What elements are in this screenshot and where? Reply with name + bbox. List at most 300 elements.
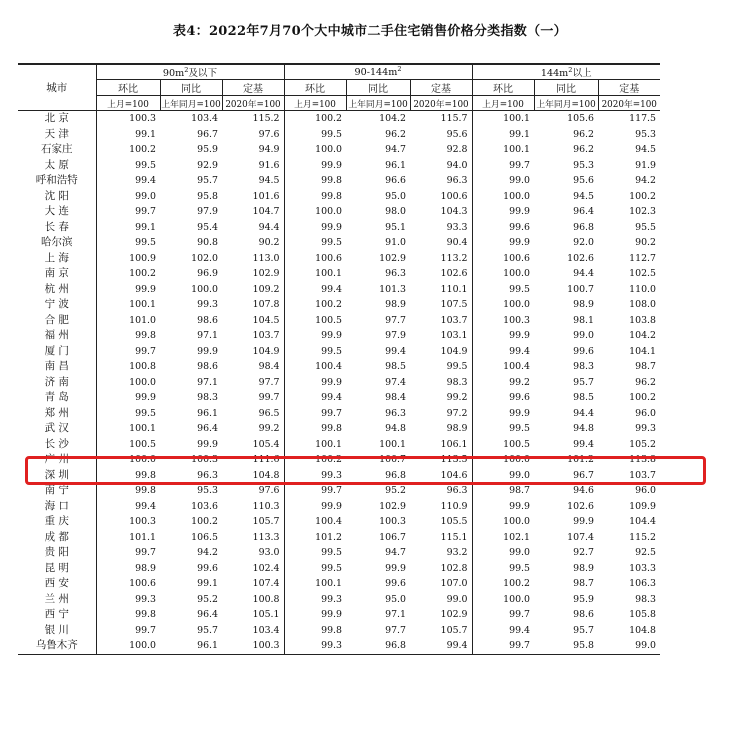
value-cell: 99.4 [321,283,342,295]
value-cell: 96.8 [346,638,410,654]
value-cell: 101.3 [379,283,406,295]
table-row [18,158,660,174]
table-row [18,266,660,282]
value-cell: 103.7 [222,328,284,344]
value-cell: 92.8 [410,142,472,158]
value-cell: 99.9 [509,407,530,419]
table-row [18,313,660,329]
value-cell: 107.5 [410,297,472,313]
value-cell: 99.7 [509,609,530,620]
table-row [18,638,660,654]
table-row [18,127,660,143]
city-cell: 南 京 [18,266,96,282]
value-cell: 100.2 [191,516,218,527]
value-cell: 98.3 [635,593,656,605]
value-cell: 94.4 [573,268,594,279]
value-cell: 96.8 [573,221,594,233]
header-row-bases [18,96,660,111]
value-cell: 99.0 [410,592,472,608]
value-cell: 99.5 [509,423,530,434]
subcol-header: 同比 [346,80,410,96]
table-row [18,282,660,298]
value-cell: 100.1 [129,299,156,310]
value-cell: 101.1 [129,531,156,543]
table-row [18,344,660,360]
table-row [18,111,660,127]
value-cell: 107.4 [567,531,594,543]
value-cell: 100.7 [567,283,594,295]
table-row [18,623,660,639]
value-cell: 100.5 [503,438,530,450]
value-cell: 96.2 [385,128,406,140]
city-cell: 贵 阳 [18,545,96,561]
city-cell: 天 津 [18,127,96,143]
table-row [18,514,660,530]
value-cell: 95.2 [385,485,406,496]
value-cell: 102.9 [222,266,284,282]
value-cell: 113.5 [410,452,472,468]
city-column-header: 城市 [18,64,96,111]
value-cell: 95.7 [197,175,218,186]
value-cell: 95.2 [197,593,218,605]
value-cell: 98.3 [410,375,472,391]
value-cell: 93.3 [410,220,472,236]
value-cell: 96.1 [197,407,218,419]
value-cell: 99.8 [135,485,156,496]
value-cell: 94.0 [410,158,472,174]
city-cell: 太 原 [18,158,96,174]
value-cell: 103.7 [410,313,472,329]
value-cell: 99.9 [509,237,530,248]
value-cell: 99.7 [222,390,284,406]
value-cell: 100.2 [503,578,530,589]
city-cell: 南 昌 [18,359,96,375]
city-cell: 郑 州 [18,406,96,422]
value-cell: 100.5 [315,314,342,326]
value-cell: 98.9 [135,562,156,574]
value-cell: 100.6 [315,252,342,264]
value-cell: 99.7 [509,159,530,171]
value-cell: 99.4 [410,638,472,654]
value-cell: 97.7 [385,314,406,326]
table-row [18,251,660,267]
value-cell: 92.5 [635,547,656,558]
value-cell: 104.8 [629,624,656,636]
value-cell: 100.3 [129,516,156,527]
value-cell: 99.1 [197,578,218,589]
value-cell: 113.8 [629,454,656,465]
base-header: 上月=100 [96,96,160,111]
city-cell: 西 安 [18,576,96,592]
value-cell: 99.5 [135,237,156,248]
value-cell: 94.2 [197,547,218,558]
value-cell: 99.5 [321,547,342,558]
city-cell: 长 春 [18,220,96,236]
city-cell: 重 庆 [18,514,96,530]
value-cell: 99.1 [135,221,156,233]
value-cell: 95.3 [573,159,594,171]
value-cell: 95.9 [197,144,218,155]
subcol-header: 环比 [284,80,346,96]
value-cell: 94.5 [573,190,594,202]
value-cell: 102.8 [410,561,472,577]
city-cell: 哈尔滨 [18,235,96,251]
value-cell: 100.1 [315,578,342,589]
value-cell: 99.7 [321,407,342,419]
value-cell: 95.8 [197,190,218,202]
value-cell: 95.0 [385,593,406,605]
value-cell: 90.2 [635,237,656,248]
value-cell: 104.3 [410,204,472,220]
value-cell: 100.0 [503,516,530,527]
value-cell: 90.4 [410,235,472,251]
value-cell: 99.8 [135,469,156,481]
value-cell: 100.5 [129,438,156,450]
value-cell: 99.9 [321,376,342,388]
value-cell: 95.6 [573,175,594,186]
value-cell: 102.0 [191,252,218,264]
value-cell: 100.1 [315,438,342,450]
base-header: 上月=100 [284,96,346,111]
value-cell: 99.9 [197,438,218,450]
value-cell: 100.2 [129,268,156,279]
value-cell: 99.9 [321,330,342,341]
value-cell: 93.2 [410,545,472,561]
value-cell: 95.7 [573,376,594,388]
value-cell: 100.7 [379,454,406,465]
value-cell: 99.9 [509,330,530,341]
value-cell: 111.6 [222,452,284,468]
value-cell: 99.5 [321,345,342,357]
city-cell: 成 都 [18,530,96,546]
table-title: 表4：2022年7月70个大中城市二手住宅销售价格分类指数（一） [173,24,567,39]
value-cell: 94.4 [573,407,594,419]
value-cell: 91.9 [635,159,656,171]
value-cell: 105.1 [222,607,284,623]
value-cell: 99.9 [573,516,594,527]
value-cell: 104.9 [410,344,472,360]
value-cell: 99.7 [135,547,156,558]
value-cell: 104.4 [629,516,656,527]
value-cell: 99.9 [321,500,342,512]
value-cell: 99.4 [509,624,530,636]
value-cell: 98.5 [385,361,406,372]
value-cell: 103.7 [629,469,656,481]
value-cell: 99.4 [135,175,156,186]
value-cell: 96.7 [197,128,218,140]
value-cell: 92.0 [573,237,594,248]
value-cell: 99.8 [321,624,342,636]
value-cell: 102.4 [222,561,284,577]
value-cell: 100.4 [315,516,342,527]
value-cell: 100.6 [129,578,156,589]
value-cell: 96.7 [573,469,594,481]
value-cell: 91.0 [385,237,406,248]
value-cell: 104.2 [629,330,656,341]
table-row [18,421,660,437]
value-cell: 90.2 [222,235,284,251]
value-cell: 94.2 [635,175,656,186]
value-cell: 102.6 [567,500,594,512]
value-cell: 99.7 [135,624,156,636]
value-cell: 105.4 [222,437,284,453]
value-cell: 95.1 [385,221,406,233]
value-cell: 99.9 [385,562,406,574]
value-cell: 108.0 [629,299,656,310]
value-cell: 99.1 [509,128,530,140]
value-cell: 107.4 [222,576,284,592]
value-cell: 99.9 [135,283,156,295]
value-cell: 95.6 [410,127,472,143]
value-cell: 100.0 [503,299,530,310]
table-row [18,607,660,623]
value-cell: 93.0 [222,545,284,561]
subcol-header: 环比 [96,80,160,96]
value-cell: 95.8 [534,638,598,654]
value-cell: 97.7 [222,375,284,391]
value-cell: 100.0 [503,454,530,465]
value-cell: 110.1 [410,282,472,298]
value-cell: 103.4 [222,623,284,639]
value-cell: 106.3 [629,578,656,589]
value-cell: 99.0 [598,638,660,654]
value-cell: 99.5 [321,128,342,140]
value-cell: 96.8 [385,469,406,481]
value-cell: 99.3 [635,423,656,434]
value-cell: 99.3 [321,469,342,481]
value-cell: 94.8 [573,423,594,434]
value-cell: 117.5 [629,113,656,124]
value-cell: 98.3 [573,361,594,372]
value-cell: 96.2 [635,376,656,388]
city-cell: 呼和浩特 [18,173,96,189]
value-cell: 98.5 [573,392,594,403]
table-row [18,561,660,577]
value-cell: 105.8 [629,609,656,620]
value-cell: 100.0 [503,593,530,605]
value-cell: 105.7 [222,514,284,530]
value-cell: 113.0 [222,251,284,267]
value-cell: 92.9 [197,159,218,171]
value-cell: 99.8 [321,190,342,202]
value-cell: 95.5 [635,221,656,233]
value-cell: 115.2 [629,531,656,543]
value-cell: 106.5 [191,531,218,543]
value-cell: 99.7 [135,206,156,217]
value-cell: 100.4 [503,361,530,372]
value-cell: 102.9 [379,252,406,264]
base-header: 上年同月=100 [346,96,410,111]
value-cell: 94.4 [222,220,284,236]
value-cell: 99.5 [509,283,530,295]
subcol-header: 定基 [598,80,660,96]
value-cell: 97.2 [410,406,472,422]
value-cell: 99.2 [222,421,284,437]
value-cell: 98.3 [197,392,218,403]
value-cell: 96.3 [385,268,406,279]
table-row [18,576,660,592]
value-cell: 98.6 [197,314,218,326]
value-cell: 98.9 [410,421,472,437]
value-cell: 98.4 [222,359,284,375]
value-cell: 101.6 [222,189,284,205]
value-cell: 106.1 [410,437,472,453]
value-cell: 95.7 [573,624,594,636]
value-cell: 100.6 [410,189,472,205]
value-cell: 97.7 [385,624,406,636]
table-row [18,204,660,220]
value-cell: 102.5 [629,268,656,279]
value-cell: 113.2 [410,251,472,267]
value-cell: 101.2 [567,454,594,465]
value-cell: 100.2 [315,113,342,124]
table-row [18,328,660,344]
value-cell: 99.5 [509,562,530,574]
value-cell: 104.8 [222,468,284,484]
value-cell: 105.7 [410,623,472,639]
value-cell: 100.0 [96,638,160,654]
subcol-header: 环比 [472,80,534,96]
city-cell: 合 肥 [18,313,96,329]
value-cell: 103.4 [191,113,218,124]
value-cell: 96.5 [222,406,284,422]
table-row [18,390,660,406]
value-cell: 113.3 [222,530,284,546]
subcol-header: 同比 [534,80,598,96]
city-cell: 济 南 [18,375,96,391]
value-cell: 99.8 [135,609,156,620]
city-cell: 西 宁 [18,607,96,623]
value-cell: 103.6 [191,500,218,512]
table-row [18,452,660,468]
value-cell: 99.4 [385,345,406,357]
value-cell: 103.8 [629,314,656,326]
value-cell: 98.4 [385,392,406,403]
value-cell: 100.0 [129,376,156,388]
value-cell: 97.9 [197,206,218,217]
city-cell: 石家庄 [18,142,96,158]
city-cell: 厦 门 [18,344,96,360]
value-cell: 98.6 [197,361,218,372]
value-cell: 98.7 [509,485,530,496]
price-index-table [18,63,660,655]
value-cell: 96.9 [197,268,218,279]
value-cell: 107.8 [222,297,284,313]
value-cell: 96.3 [410,483,472,499]
value-cell: 98.1 [573,314,594,326]
table-row [18,499,660,515]
table-row [18,142,660,158]
value-cell: 94.9 [222,142,284,158]
value-cell: 96.3 [385,407,406,419]
value-cell: 97.9 [385,330,406,341]
city-cell: 大 连 [18,204,96,220]
value-cell: 99.9 [321,609,342,620]
value-cell: 100.3 [222,638,284,654]
value-cell: 100.2 [315,299,342,310]
value-cell: 99.9 [135,392,156,403]
table-row [18,220,660,236]
value-cell: 101.2 [315,531,342,543]
value-cell: 103.3 [629,562,656,574]
value-cell: 100.1 [503,144,530,155]
value-cell: 107.0 [410,576,472,592]
header-row-subcols [18,80,660,96]
value-cell: 99.5 [321,562,342,574]
value-cell: 102.6 [567,252,594,264]
city-cell: 长 沙 [18,437,96,453]
subcol-header: 同比 [160,80,222,96]
city-cell: 南 宁 [18,483,96,499]
city-cell: 深 圳 [18,468,96,484]
value-cell: 112.7 [629,252,656,264]
table-row [18,437,660,453]
group-header-large: $144m^2$以上 [472,64,660,80]
value-cell: 97.1 [385,609,406,620]
base-header: 上月=100 [472,96,534,111]
value-cell: 102.3 [629,206,656,217]
base-header: 2020年=100 [410,96,472,111]
value-cell: 99.1 [135,128,156,140]
base-header: 上年同月=100 [160,96,222,111]
value-cell: 99.8 [321,423,342,434]
value-cell: 99.3 [135,593,156,605]
group-header-medium: $90-144m^2$ [284,64,472,80]
value-cell: 100.8 [222,592,284,608]
value-cell: 99.6 [509,221,530,233]
table-row [18,530,660,546]
value-cell: 109.2 [222,282,284,298]
value-cell: 105.5 [410,514,472,530]
value-cell: 91.6 [222,158,284,174]
table-row [18,483,660,499]
city-cell: 杭 州 [18,282,96,298]
table-row [18,235,660,251]
city-cell: 银 川 [18,623,96,639]
value-cell: 99.0 [509,175,530,186]
table-row [18,468,660,484]
city-cell: 昆 明 [18,561,96,577]
value-cell: 99.7 [135,345,156,357]
value-cell: 96.0 [635,485,656,496]
value-cell: 97.1 [197,376,218,388]
table-row [18,297,660,313]
value-cell: 100.0 [503,268,530,279]
value-cell: 99.7 [321,485,342,496]
value-cell: 99.3 [321,593,342,605]
value-cell: 99.2 [410,390,472,406]
value-cell: 99.4 [135,500,156,512]
value-cell: 99.9 [509,500,530,512]
header-row-groups [18,64,660,80]
value-cell: 110.0 [629,283,656,295]
value-cell: 96.1 [385,159,406,171]
subcol-header: 定基 [410,80,472,96]
value-cell: 99.2 [509,376,530,388]
city-cell: 福 州 [18,328,96,344]
value-cell: 92.7 [573,547,594,558]
value-cell: 99.5 [321,237,342,248]
value-cell: 97.6 [222,483,284,499]
base-header: 2020年=100 [598,96,660,111]
value-cell: 95.9 [573,593,594,605]
value-cell: 99.4 [573,438,594,450]
value-cell: 96.2 [573,128,594,140]
value-cell: 99.6 [573,345,594,357]
value-cell: 100.9 [129,252,156,264]
table-row [18,592,660,608]
city-cell: 上 海 [18,251,96,267]
